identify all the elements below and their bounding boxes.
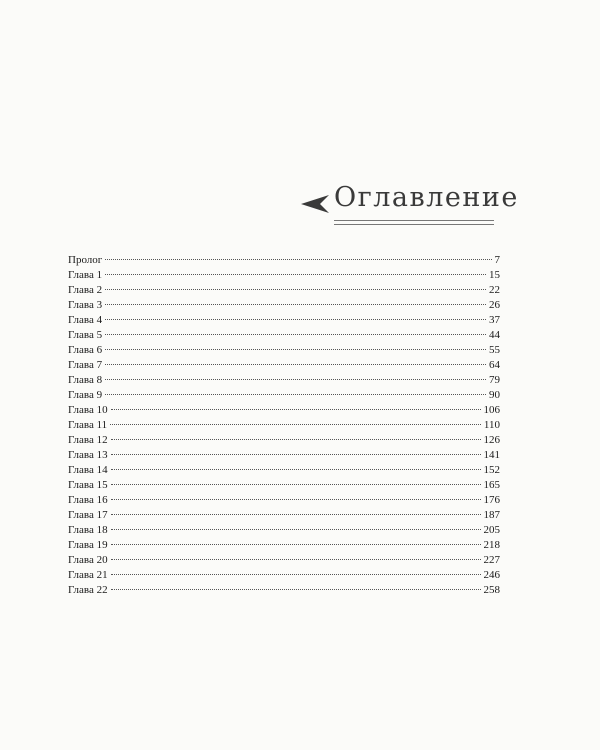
toc-entry-page-number: 218 [483,539,500,551]
toc-entry-page-number: 22 [489,284,500,296]
dot-leader [111,484,481,485]
toc-entry-label: Глава 16 [68,494,108,506]
toc-entry-label: Глава 7 [68,359,103,371]
toc-entry-page-number: 227 [483,554,500,566]
toc-entry-page-number: 126 [483,434,500,446]
toc-entry-page-number: 176 [483,494,500,506]
page-title: Оглавление [334,182,519,213]
toc-entry[interactable] [68,493,500,508]
toc-entry-label: Глава 12 [68,434,108,446]
toc-entry-page-number: 90 [489,389,500,401]
dot-leader [105,349,486,350]
toc-entry[interactable] [68,508,500,523]
toc-entry[interactable] [68,343,500,358]
toc-entry-page-number: 246 [483,569,500,581]
toc-entry-page-number: 106 [483,404,500,416]
toc-entry-page-number: 205 [483,524,500,536]
toc-entry-label: Глава 8 [68,374,103,386]
dot-leader [111,469,481,470]
toc-entry[interactable] [68,418,500,433]
dot-leader [105,289,486,290]
toc-entry-page-number: 26 [489,299,500,311]
toc-entry-page-number: 141 [483,449,500,461]
toc-entry[interactable] [68,568,500,583]
toc-entry-label: Глава 18 [68,524,108,536]
heading-block [296,180,519,230]
dot-leader [105,364,486,365]
toc-entry[interactable] [68,478,500,493]
toc-entry[interactable] [68,328,500,343]
dot-leader [105,259,491,260]
toc-entry-page-number: 79 [489,374,500,386]
dot-leader [105,394,486,395]
toc-entry-label: Глава 6 [68,344,103,356]
toc-entry[interactable] [68,523,500,538]
dot-leader [111,439,481,440]
dot-leader [105,304,486,305]
toc-entry-label: Глава 3 [68,299,103,311]
toc-entry-label: Глава 5 [68,329,103,341]
toc-entry-page-number: 7 [494,254,500,266]
dot-leader [111,409,481,410]
toc-entry-page-number: 64 [489,359,500,371]
toc-entry-label: Глава 19 [68,539,108,551]
toc-entry[interactable] [68,298,500,313]
toc-entry[interactable] [68,253,500,268]
toc-entry-label: Глава 11 [68,419,108,431]
toc-entry[interactable] [68,313,500,328]
toc-entry[interactable] [68,433,500,448]
dot-leader [105,274,486,275]
toc-entry-label: Глава 22 [68,584,108,596]
toc-entry[interactable] [68,538,500,553]
toc-entry-page-number: 258 [483,584,500,596]
toc-entry-page-number: 165 [483,479,500,491]
toc-entry[interactable] [68,583,500,598]
toc-entry-label: Глава 10 [68,404,108,416]
toc-entry[interactable] [68,403,500,418]
dot-leader [111,529,481,530]
dot-leader [111,454,481,455]
toc-entry-label: Глава 21 [68,569,108,581]
toc-entry[interactable] [68,553,500,568]
title-underline-top [334,220,494,221]
dot-leader [111,499,481,500]
dot-leader [111,574,481,575]
toc-entry-label: Глава 9 [68,389,103,401]
dot-leader [111,544,481,545]
toc-entry-label: Пролог [68,254,103,266]
dot-leader [111,559,481,560]
toc-entry-label: Глава 1 [68,269,103,281]
table-of-contents [68,253,500,598]
toc-entry[interactable] [68,388,500,403]
dot-leader [105,334,486,335]
toc-entry-label: Глава 17 [68,509,108,521]
toc-entry[interactable] [68,373,500,388]
toc-entry-label: Глава 15 [68,479,108,491]
dot-leader [111,589,481,590]
toc-entry-page-number: 110 [483,419,500,431]
title-underline-bottom [334,224,494,225]
toc-entry[interactable] [68,283,500,298]
toc-entry[interactable] [68,448,500,463]
toc-entry[interactable] [68,268,500,283]
toc-entry-label: Глава 14 [68,464,108,476]
toc-entry-label: Глава 4 [68,314,103,326]
toc-entry[interactable] [68,358,500,373]
toc-entry[interactable] [68,463,500,478]
toc-entry-label: Глава 20 [68,554,108,566]
dot-leader [110,424,481,425]
toc-entry-page-number: 152 [483,464,500,476]
toc-entry-label: Глава 13 [68,449,108,461]
toc-entry-page-number: 15 [489,269,500,281]
toc-entry-page-number: 55 [489,344,500,356]
toc-entry-page-number: 37 [489,314,500,326]
dot-leader [105,319,486,320]
toc-entry-page-number: 44 [489,329,500,341]
toc-entry-page-number: 187 [483,509,500,521]
dot-leader [111,514,481,515]
dot-leader [105,379,486,380]
left-arrow-icon [300,194,330,214]
toc-entry-label: Глава 2 [68,284,103,296]
